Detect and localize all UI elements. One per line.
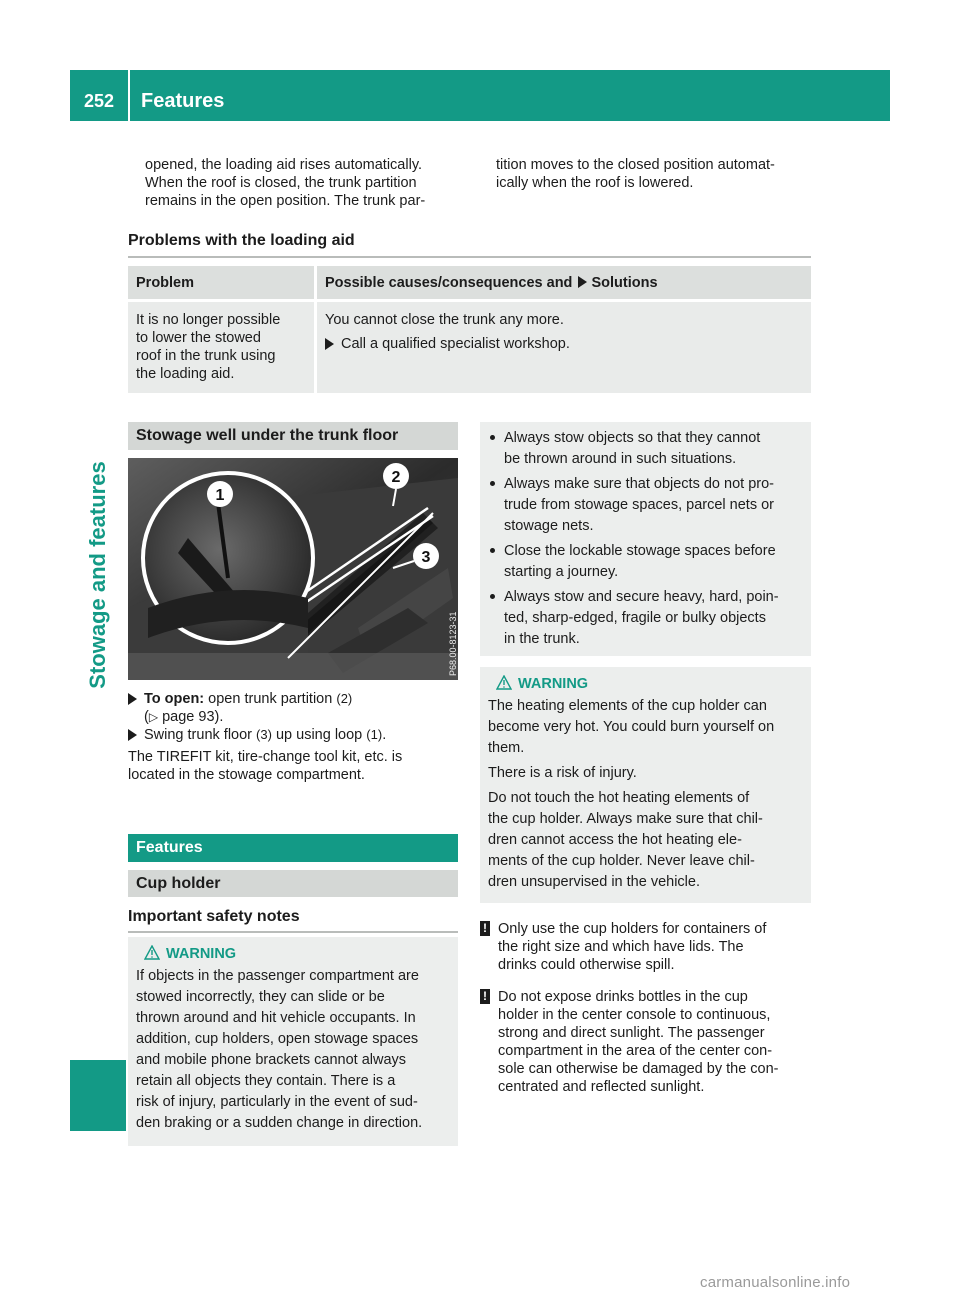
watermark-text: carmanualsonline.info — [700, 1274, 851, 1291]
solution-text: Call a qualified specialist workshop. — [341, 336, 570, 352]
problems-table — [128, 266, 811, 393]
text-line: remains in the open position. The trunk par- — [145, 193, 426, 209]
page-header — [70, 70, 890, 121]
warning-header — [488, 675, 803, 693]
text-line: thrown around and hit vehicle occupants. In — [136, 1010, 416, 1026]
text-line: them. — [488, 740, 525, 756]
warning-body — [488, 696, 803, 893]
col-header-problem: Problem — [128, 266, 316, 301]
step-period: . — [382, 727, 387, 743]
bullet-icon — [490, 548, 495, 553]
side-section-text: Stowage and features — [85, 461, 110, 689]
warning-triangle-icon — [496, 675, 512, 690]
list-item — [488, 428, 803, 470]
text-line: starting a journey. — [504, 564, 619, 580]
text-line: tition moves to the closed position automat- — [496, 157, 775, 173]
warning-body — [136, 966, 450, 1134]
stowage-steps — [128, 690, 458, 784]
text-line: Always stow objects so that they cannot — [504, 430, 761, 446]
cup-holder-title: Cup holder — [136, 875, 221, 892]
callout-2-label: 2 — [391, 469, 401, 486]
callout-ref-number: 1 — [370, 727, 378, 742]
list-item — [488, 541, 803, 583]
bullets-box — [480, 422, 811, 656]
page-number: 252 — [83, 91, 115, 111]
text-line: There is a risk of injury. — [488, 765, 637, 781]
text-line: the right size and which have lids. The — [498, 939, 744, 955]
action-arrow-icon — [128, 693, 137, 705]
trunk-photo — [128, 458, 458, 680]
col-header-solutions-text: Solutions — [591, 275, 658, 291]
section-rule — [128, 931, 458, 933]
text-line: ically when the roof is lowered. — [496, 175, 694, 191]
text-line: The heating elements of the cup holder can — [488, 698, 767, 714]
stowage-paragraph — [128, 748, 458, 784]
warning-triangle-icon — [144, 945, 160, 960]
warning-paragraph — [488, 763, 803, 784]
features-band — [128, 834, 458, 862]
text-line: sole can otherwise be damaged by the con- — [498, 1061, 779, 1077]
side-section-label — [74, 450, 122, 700]
col-header-causes — [316, 266, 812, 301]
text-line: the loading aid. — [136, 366, 235, 382]
warning-title: WARNING — [166, 946, 237, 962]
warning-title: WARNING — [518, 676, 589, 692]
action-arrow-icon — [578, 276, 587, 288]
text-line: dren unsupervised in the vehicle. — [488, 874, 700, 890]
bullet-icon — [490, 594, 495, 599]
text-line: dren cannot access the hot heating ele- — [488, 832, 742, 848]
note-item — [480, 920, 811, 974]
warning-box-objects — [128, 937, 458, 1146]
text-line: risk of injury, particularly in the event of sud- — [136, 1094, 418, 1110]
step-text: Swing trunk floor — [144, 727, 252, 743]
callout-ref-number: 2 — [340, 691, 348, 706]
side-tab-marker — [70, 1060, 126, 1131]
exclamation-icon: ! — [480, 989, 490, 1004]
text-line: be thrown around in such situations. — [504, 451, 737, 467]
callout-1-label: 1 — [215, 487, 225, 504]
notes-block — [480, 920, 811, 1096]
step-open — [128, 690, 458, 726]
warning-box-heating — [480, 667, 811, 903]
photo-code: P68.00-8123-31 — [448, 611, 458, 676]
text-line: drinks could otherwise spill. — [498, 957, 675, 973]
col-header-causes-text: Possible causes/consequences and — [325, 275, 573, 291]
callout-ref: (2) — [336, 691, 353, 706]
callout-3-label: 3 — [421, 549, 431, 566]
safety-heading: Important safety notes — [128, 908, 300, 925]
list-item — [488, 587, 803, 650]
page-ref-paren: ( — [144, 709, 149, 725]
text-line: retain all objects they contain. There is a — [136, 1073, 396, 1089]
step-label: To open: — [144, 691, 205, 707]
text-line: compartment in the area of the center con- — [498, 1043, 773, 1059]
text-line: Do not expose drinks bottles in the cup — [498, 989, 748, 1005]
text-line: If objects in the passenger compartment are — [136, 968, 419, 984]
text-line: It is no longer possible — [136, 312, 281, 328]
action-arrow-icon — [128, 729, 137, 741]
text-line: holder in the center console to continuous, — [498, 1007, 771, 1023]
text-line: in the trunk. — [504, 631, 580, 647]
intro-left — [145, 156, 465, 210]
text-line: Close the lockable stowage spaces before — [504, 543, 776, 559]
text-line: and mobile phone brackets cannot always — [136, 1052, 407, 1068]
text-line: Only use the cup holders for containers of — [498, 921, 767, 937]
cause-cell — [316, 301, 812, 394]
text-line: become very hot. You could burn yourself on — [488, 719, 775, 735]
text-line: strong and direct sunlight. The passenger — [498, 1025, 765, 1041]
text-line: located in the stowage compartment. — [128, 767, 365, 783]
text-line: addition, cup holders, open stowage spaces — [136, 1031, 419, 1047]
text-line: opened, the loading aid rises automatically. — [145, 157, 423, 173]
text-line: The TIREFIT kit, tire-change tool kit, etc. is — [128, 749, 403, 765]
table-row — [128, 301, 811, 394]
warning-paragraph — [488, 696, 803, 759]
text-line: Always stow and secure heavy, hard, poin- — [504, 589, 779, 605]
list-item — [488, 474, 803, 537]
bullet-icon — [490, 435, 495, 440]
features-band-title: Features — [136, 839, 203, 856]
step-swing — [128, 726, 458, 744]
header-divider — [128, 70, 130, 121]
callout-ref: (3) — [256, 727, 272, 742]
text-line: stowed incorrectly, they can slide or be — [136, 989, 385, 1005]
text-line: den braking or a sudden change in direction. — [136, 1115, 423, 1131]
text-line: Always make sure that objects do not pro- — [504, 476, 774, 492]
text-line: stowage nets. — [504, 518, 594, 534]
text-line: Do not touch the hot heating elements of — [488, 790, 750, 806]
problem-cell — [128, 301, 316, 394]
stowage-heading: Stowage well under the trunk floor — [136, 427, 399, 444]
text-line: roof in the trunk using — [136, 348, 276, 364]
trunk-illustration — [128, 458, 458, 680]
text-line: When the roof is closed, the trunk partition — [145, 175, 417, 191]
page-ref-icon: ▷ — [148, 710, 159, 724]
text-line: centrated and reflected sunlight. — [498, 1079, 705, 1095]
header-title: Features — [141, 90, 225, 112]
text-line: ted, sharp-edged, fragile or bulky objects — [504, 610, 766, 626]
callout-ref: (1) — [366, 727, 383, 742]
stowage-heading-band — [128, 422, 458, 450]
section-rule — [128, 256, 811, 258]
table-header-row — [128, 266, 811, 301]
solution-step — [325, 335, 803, 353]
cause-text: You cannot close the trunk any more. — [325, 312, 564, 328]
text-line: the cup holder. Always make sure that chil- — [488, 811, 763, 827]
text-line: ments of the cup holder. Never leave chil- — [488, 853, 755, 869]
intro-right — [496, 156, 816, 192]
page-ref-link[interactable]: page 93). — [162, 709, 224, 725]
callout-ref-number: 3 — [260, 727, 268, 742]
warning-paragraph — [488, 788, 803, 893]
warning-header — [136, 945, 450, 963]
step-text: up using loop — [275, 727, 363, 743]
action-arrow-icon — [325, 338, 334, 350]
note-item — [480, 988, 811, 1096]
cup-holder-band — [128, 870, 458, 897]
problems-heading: Problems with the loading aid — [128, 232, 355, 249]
step-text: open trunk partition — [208, 691, 333, 707]
exclamation-icon: ! — [480, 921, 490, 936]
text-line: to lower the stowed — [136, 330, 261, 346]
text-line: trude from stowage spaces, parcel nets or — [504, 497, 774, 513]
bullet-icon — [490, 481, 495, 486]
